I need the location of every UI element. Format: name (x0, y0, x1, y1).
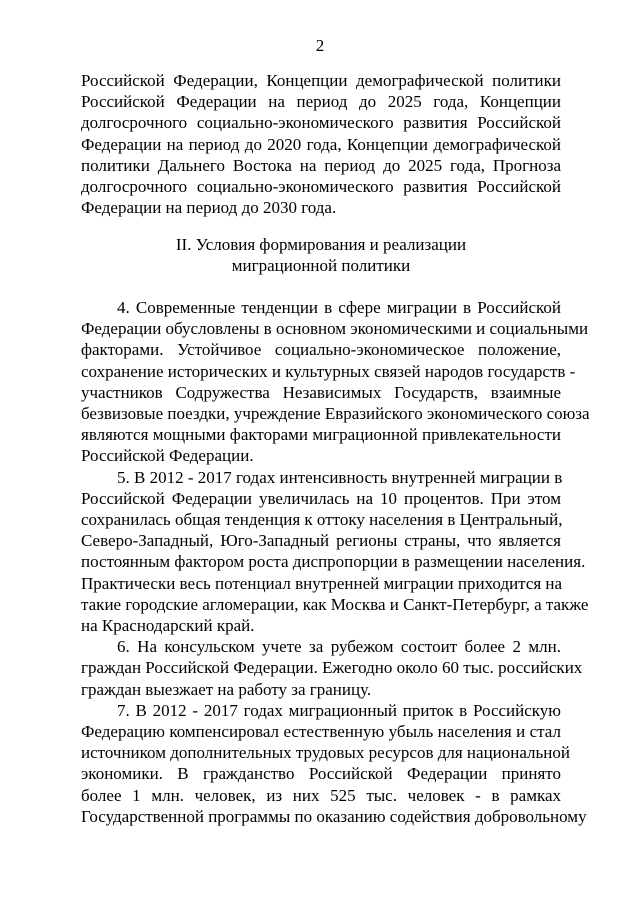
text-line: являются мощными факторами миграционной привлекательности (81, 425, 561, 445)
text-line: Российской Федерации увеличилась на 10 процентов. При этом (81, 488, 561, 508)
section-heading (81, 234, 561, 276)
text-line: 5. В 2012 - 2017 годах интенсивность внутренней миграции в (117, 467, 563, 487)
text-line: безвизовые поездки, учреждение Евразийского экономического союза (81, 403, 590, 423)
paragraph-5 (81, 467, 589, 637)
text-line: постоянным фактором роста диспропорции в размещении населения. (81, 552, 586, 572)
text-line: Федерацию компенсировал естественную убыль населения и стал (81, 721, 561, 741)
text-line: граждан Российской Федерации. Ежегодно около 60 тыс. российских (81, 658, 583, 678)
section-title-line: миграционной политики (231, 256, 411, 275)
text-line: Федерации на период до 2020 года, Концепции демографической (81, 134, 561, 154)
text-line: такие городские агломерации, как Москва и Санкт-Петербург, а также (81, 594, 589, 614)
section-title-line: II. Условия формирования и реализации (175, 235, 467, 254)
text-line: факторами. Устойчивое социально-экономическое положение, (81, 340, 561, 360)
text-line: 7. В 2012 - 2017 годах миграционный приток в Российскую (117, 700, 561, 720)
text-line: участников Содружества Независимых Государств, взаимные (81, 382, 561, 402)
text-line: Российской Федерации, Концепции демографической политики (81, 71, 561, 90)
text-line: сохранилась общая тенденция к оттоку населения в Центральный, (81, 509, 563, 529)
text-line: долгосрочного социально-экономического развития Российской (81, 113, 561, 133)
text-line: Российской Федерации на период до 2025 года, Концепции (81, 92, 561, 112)
text-line: Северо-Западный, Юго-Западный регионы страны, что является (81, 531, 561, 551)
text-line: Федерации обусловлены в основном экономическими и социальными (81, 319, 589, 339)
text-line: источником дополнительных трудовых ресурсов для национальной (81, 743, 570, 763)
paragraph-6 (81, 636, 583, 700)
text-line: экономики. В гражданство Российской Федерации принято (81, 764, 561, 784)
text-line: на Краснодарский край. (81, 615, 255, 635)
text-line: долгосрочного социально-экономического развития Российской (81, 176, 561, 196)
text-line: сохранение исторических и культурных связей народов государств - (81, 361, 576, 381)
text-line: Российской Федерации. (81, 446, 254, 466)
text-line: Практически весь потенциал внутренней миграции приходится на (81, 573, 563, 593)
paragraph-7 (81, 700, 587, 827)
text-line: 4. Современные тенденции в сфере миграции в Российской (117, 298, 561, 317)
text-line: Государственной программы по оказанию содействия добровольному (81, 806, 587, 826)
paragraph-4 (81, 297, 590, 467)
text-line: граждан выезжает на работу за границу. (81, 679, 372, 699)
page-number: 2 (315, 36, 325, 55)
text-line: 6. На консульском учете за рубежом состоит более 2 млн. (117, 637, 561, 657)
text-line: политики Дальнего Востока на период до 2025 года, Прогноза (81, 155, 561, 175)
text-line: более 1 млн. человек, из них 525 тыс. человек - в рамках (81, 785, 561, 805)
intro-paragraph (81, 70, 561, 218)
text-line: Федерации на период до 2030 года. (81, 198, 337, 218)
